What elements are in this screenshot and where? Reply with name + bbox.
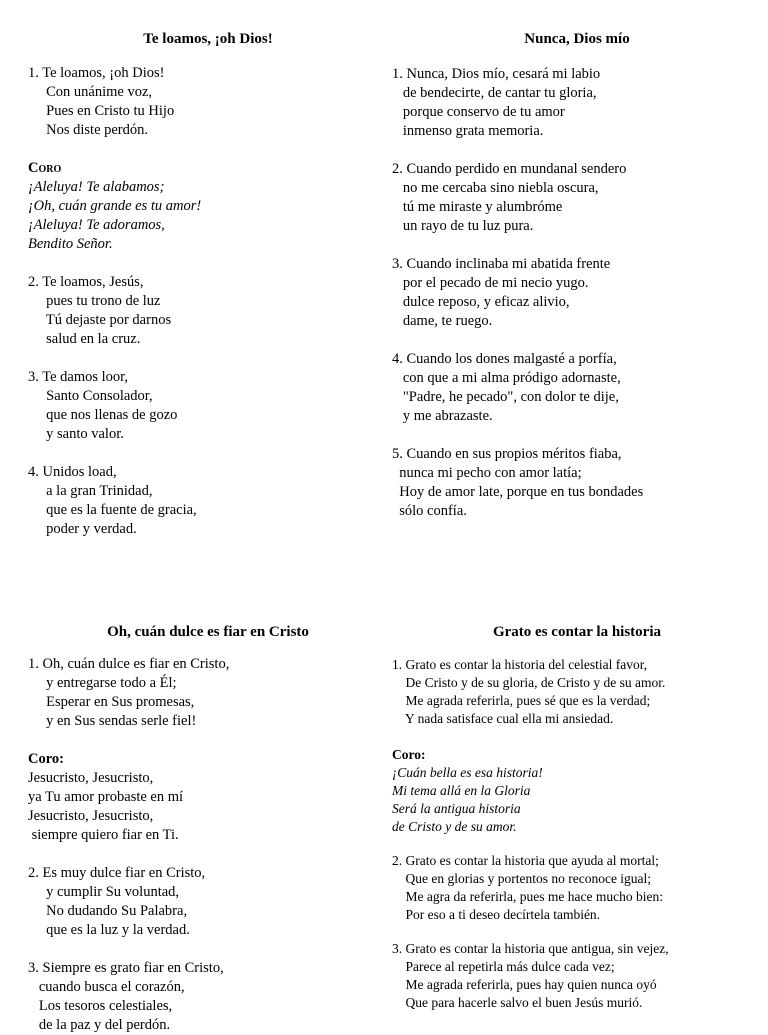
hymn-title: Te loamos, ¡oh Dios! <box>143 31 273 47</box>
verse-3: 3. Siempre es grato fiar en Cristo, cuando busca el corazón, Los tesoros celestiales, de la paz y del perdón. <box>28 960 224 1033</box>
verse-3: 3. Te damos loor, Santo Consolador, que nos llenas de gozo y santo valor. <box>28 369 178 442</box>
hymn-title: Nunca, Dios mío <box>524 31 630 47</box>
verse-2: 2. Es muy dulce fiar en Cristo, y cumplir Su voluntad, No dudando Su Palabra, que es la luz y la verdad. <box>28 865 206 938</box>
hymn-title: Oh, cuán dulce es fiar en Cristo <box>107 624 309 640</box>
chorus-text: ¡Aleluya! Te alabamos; ¡Oh, cuán grande es tu amor! ¡Aleluya! Te adoramos, Bendito Señor. <box>28 179 202 252</box>
verse-2: 2. Cuando perdido en mundanal sendero no me cercaba sino niebla oscura, tú me miraste y alumbróme un rayo de tu luz pura. <box>392 161 627 234</box>
verse-1: 1. Grato es contar la historia del celestial favor, De Cristo y de su gloria, de Cristo y de su amor. Me agrada referirla, pues sé que es la verdad; Y nada satisface cual ella mi ansiedad. <box>392 657 666 726</box>
verse-1: 1. Te loamos, ¡oh Dios! Con unánime voz, Pues en Cristo tu Hijo Nos diste perdón. <box>28 65 175 138</box>
hymn-oh-cuan-dulce <box>28 623 368 1035</box>
verse-1: 1. Oh, cuán dulce es fiar en Cristo, y entregarse todo a Él; Esperar en Sus promesas, y en Sus sendas serle fiel! <box>28 656 230 729</box>
chorus-label: Coro: <box>392 747 426 762</box>
verse-2: 2. Te loamos, Jesús, pues tu trono de luz Tú dejaste por darnos salud en la cruz. <box>28 274 172 347</box>
verse-3: 3. Grato es contar la historia que antigua, sin vejez, Parece al repetirla más dulce cada vez; Me agrada referirla, pues hay quien nunca oyó Que para hacerle salvo el buen Jesús murió. <box>392 941 669 1010</box>
hymn-nunca-dios-mio <box>392 30 762 521</box>
chorus-text: ¡Cuán bella es esa historia! Mi tema allá en la Gloria Será la antigua historia de Cristo y de su amor. <box>392 765 543 834</box>
verse-4: 4. Cuando los dones malgasté a porfía, con que a mi alma pródigo adornaste, "Padre, he pecado", con dolor te dije, y me abrazaste. <box>392 351 621 424</box>
verse-3: 3. Cuando inclinaba mi abatida frente por el pecado de mi necio yugo. dulce reposo, y eficaz alivio, dame, te ruego. <box>392 256 611 329</box>
hymn-grato-es-contar <box>392 623 762 1012</box>
chorus-label: Coro: <box>28 751 64 767</box>
verse-1: 1. Nunca, Dios mío, cesará mi labio de bendecirte, de cantar tu gloria, porque conservo de tu amor inmenso grata memoria. <box>392 66 601 139</box>
hymn-title: Grato es contar la historia <box>492 624 662 640</box>
verse-2: 2. Grato es contar la historia que ayuda al mortal; Que en glorias y portentos no reconoce igual; Me agra da referirla, pues me hace mucho bien: Por eso a ti deseo decírtela también. <box>392 853 664 922</box>
verse-4: 4. Unidos load, a la gran Trinidad, que es la fuente de gracia, poder y verdad. <box>28 464 197 537</box>
chorus-text: Jesucristo, Jesucristo, ya Tu amor probaste en mí Jesucristo, Jesucristo, siempre quiero fiar en Ti. <box>28 770 184 843</box>
verse-5: 5. Cuando en sus propios méritos fiaba, nunca mi pecho con amor latía; Hoy de amor late, porque en tus bondades sólo confía. <box>392 446 644 519</box>
hymn-te-loamos <box>28 30 368 539</box>
chorus-label: Coro <box>28 160 62 176</box>
